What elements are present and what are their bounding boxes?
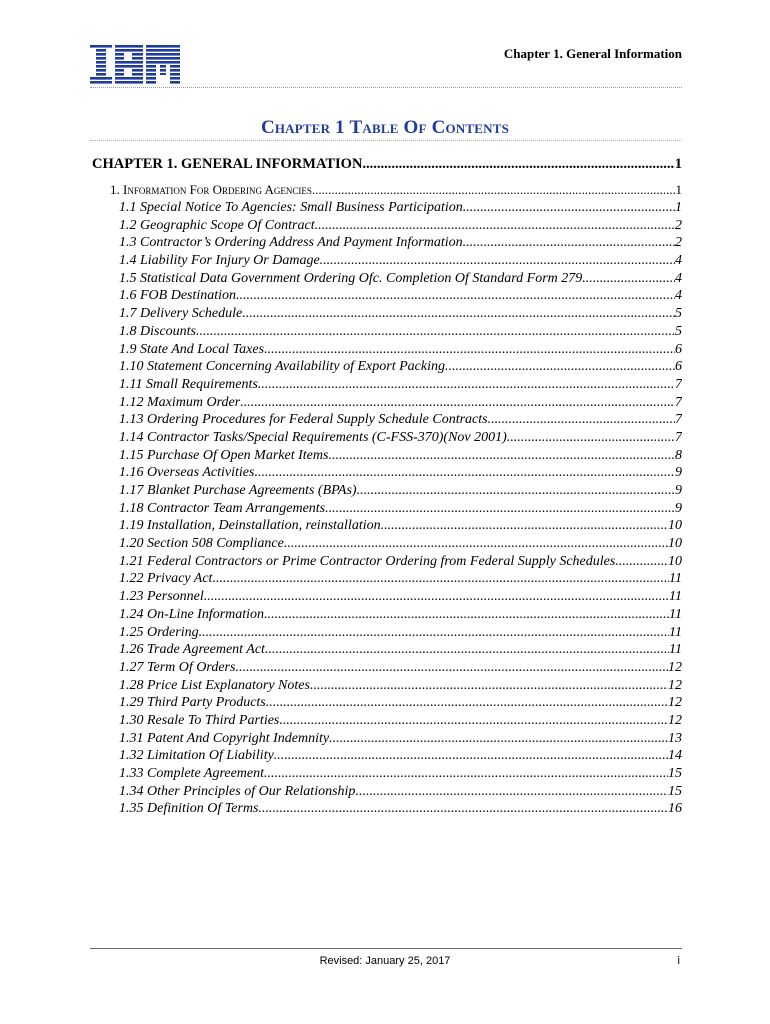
- toc-entry-page: 6: [675, 359, 682, 375]
- toc-entry-label: 1.26 Trade Agreement Act: [119, 642, 265, 658]
- dot-leader: [264, 765, 668, 783]
- toc-entry-page: 15: [668, 766, 682, 781]
- toc-entry-page: 6: [675, 341, 682, 357]
- toc-subsection-entry[interactable]: [92, 464, 682, 482]
- dot-leader: [355, 783, 668, 801]
- toc-subsection-entry[interactable]: [92, 482, 682, 500]
- toc-subsection-entry[interactable]: [92, 252, 682, 270]
- toc-entry-label: 1.20 Section 508 Compliance: [119, 536, 284, 552]
- toc-entry-label: 1.23 Personnel: [119, 589, 204, 605]
- dot-leader: [463, 234, 675, 252]
- toc-entry-page: 5: [675, 306, 682, 322]
- toc-subsection-entry[interactable]: [92, 429, 682, 447]
- toc-entry-label: 1.29 Third Party Products: [119, 695, 266, 711]
- toc-entry-label: 1.27 Term Of Orders: [119, 659, 236, 675]
- ibm-logo: [90, 45, 180, 85]
- toc-entry-page: 7: [675, 394, 682, 410]
- toc-section-entry[interactable]: [92, 180, 682, 199]
- title-divider: [90, 140, 682, 141]
- dot-leader: [240, 394, 675, 412]
- toc-entry-label: 1.8 Discounts: [119, 323, 196, 339]
- dot-leader: [242, 305, 675, 323]
- toc-entry-page: 11: [669, 589, 682, 605]
- toc-entry-label: 1. Information For Ordering Agencies: [110, 182, 312, 197]
- toc-entry-page: 7: [675, 376, 682, 392]
- toc-entry-label: 1.19 Installation, Deinstallation, reinstallation: [119, 518, 381, 534]
- toc-entry-label: 1.34 Other Principles of Our Relationship: [119, 783, 356, 799]
- dot-leader: [328, 447, 675, 465]
- dot-leader: [258, 376, 675, 394]
- toc-entry-label: CHAPTER 1. GENERAL INFORMATION: [92, 156, 363, 172]
- toc-subsection-entry[interactable]: [92, 394, 682, 412]
- toc-entry-label: 1.1 Special Notice To Agencies: Small Business Participation: [119, 200, 463, 215]
- toc-title: Chapter 1 Table Of Contents: [260, 117, 510, 138]
- toc-entry-page: 11: [669, 624, 682, 640]
- toc-entry-page: 11: [669, 571, 682, 587]
- toc-subsection-entry[interactable]: [92, 606, 682, 624]
- dot-leader: [362, 152, 674, 177]
- toc-subsection-entry[interactable]: [92, 341, 682, 359]
- dot-leader: [196, 323, 675, 341]
- dot-leader: [329, 730, 668, 748]
- dot-leader: [259, 800, 669, 818]
- dot-leader: [582, 270, 675, 288]
- dot-leader: [274, 747, 668, 765]
- toc-entry-page: 5: [675, 323, 682, 339]
- dot-leader: [212, 570, 669, 588]
- toc-entry-label: 1.9 State And Local Taxes: [119, 341, 265, 357]
- toc-entry-label: 1.33 Complete Agreement: [119, 766, 265, 781]
- toc-entry-label: 1.11 Small Requirements: [119, 376, 258, 392]
- toc-subsection-entry[interactable]: [92, 641, 682, 659]
- dot-leader: [615, 553, 668, 571]
- dot-leader: [463, 199, 675, 217]
- toc-entry-label: 1.16 Overseas Activities: [119, 465, 255, 481]
- toc-entry-page: 1: [674, 156, 682, 172]
- toc-entry-page: 4: [675, 270, 682, 286]
- toc-entry-page: 1: [675, 200, 682, 215]
- toc-entry-page: 7: [675, 429, 682, 445]
- toc-subsection-entry[interactable]: [92, 553, 682, 571]
- dot-leader: [235, 659, 668, 677]
- dot-leader: [265, 641, 669, 659]
- toc-subsection-entry[interactable]: [92, 659, 682, 677]
- toc-subsection-entry[interactable]: [92, 535, 682, 553]
- toc-subsection-entry[interactable]: [92, 783, 682, 801]
- toc-subsection-entry[interactable]: [92, 517, 682, 535]
- toc-subsection-entry[interactable]: [92, 730, 682, 748]
- toc-subsection-entry[interactable]: [92, 411, 682, 429]
- toc-entry-page: 4: [675, 288, 682, 304]
- running-header-chapter: Chapter 1. General Information: [503, 46, 682, 61]
- toc-entry-page: 7: [675, 412, 682, 428]
- toc-entry-page: 16: [668, 801, 682, 817]
- toc-entry-page: 13: [668, 730, 682, 746]
- toc-entry-label: 1.12 Maximum Order: [119, 394, 241, 410]
- toc-subsection-entry[interactable]: [92, 376, 682, 394]
- dot-leader: [199, 624, 669, 642]
- ibm-logo-graphic: [90, 45, 180, 85]
- toc-entry-page: 10: [668, 536, 682, 552]
- toc-subsection-list: [92, 199, 682, 818]
- footer-page-number: i: [677, 955, 680, 967]
- toc-subsection-entry[interactable]: [92, 323, 682, 341]
- toc-entry-label: 1.14 Contractor Tasks/Special Requirements (C-FSS-370)(Nov 2001): [119, 429, 507, 445]
- toc-entry-page: 10: [668, 553, 682, 569]
- toc-entry-label: 1.22 Privacy Act: [119, 571, 213, 587]
- toc-entry-label: 1.21 Federal Contractors or Prime Contractor Ordering from Federal Supply Schedules: [119, 553, 616, 569]
- toc-entry-label: 1.25 Ordering: [119, 624, 199, 640]
- toc-entry-label: 1.17 Blanket Purchase Agreements (BPAs): [119, 483, 357, 498]
- toc-entry-page: 2: [675, 217, 682, 233]
- toc-subsection-entry[interactable]: [92, 747, 682, 765]
- toc-subsection-entry[interactable]: [92, 624, 682, 642]
- toc-subsection-entry[interactable]: [92, 588, 682, 606]
- toc-entry-label: 1.2 Geographic Scope Of Contract: [119, 217, 315, 233]
- toc-entry-page: 12: [668, 677, 682, 693]
- toc-entry-label: 1.28 Price List Explanatory Notes: [119, 677, 310, 693]
- footer-revised: Revised: January 25, 2017: [319, 955, 451, 967]
- toc-subsection-entry[interactable]: [92, 217, 682, 235]
- toc-entry-label: 1.24 On-Line Information: [119, 606, 265, 622]
- toc-entry-label: 1.7 Delivery Schedule: [119, 306, 243, 322]
- dot-leader: [284, 535, 668, 553]
- toc-entry-label: 1.30 Resale To Third Parties: [119, 712, 280, 728]
- header-divider: [90, 87, 682, 88]
- toc-entry-page: 11: [669, 642, 682, 658]
- dot-leader: [264, 606, 669, 624]
- toc-entry-page: 8: [675, 447, 682, 463]
- dot-leader: [381, 517, 668, 535]
- dot-leader: [507, 429, 675, 447]
- toc-chapter-entry[interactable]: [92, 152, 682, 177]
- toc-entry-page: 10: [668, 518, 682, 534]
- toc-entry-page: 2: [675, 235, 682, 251]
- toc-entry-page: 4: [675, 253, 682, 269]
- dot-leader: [266, 694, 668, 712]
- toc-entry-page: 11: [669, 606, 682, 622]
- toc-subsection-entry[interactable]: [92, 570, 682, 588]
- toc-subsection-entry[interactable]: [92, 305, 682, 323]
- toc-entry-label: 1.18 Contractor Team Arrangements: [119, 500, 326, 516]
- toc-subsection-entry[interactable]: [92, 447, 682, 465]
- toc-entry-label: 1.10 Statement Concerning Availability of Export Packing: [119, 359, 445, 375]
- toc-entry-label: 1.5 Statistical Data Government Ordering Ofc. Completion Of Standard Form 279: [119, 270, 583, 286]
- dot-leader: [312, 180, 676, 199]
- dot-leader: [279, 712, 668, 730]
- dot-leader: [204, 588, 669, 606]
- toc-subsection-entry[interactable]: [92, 199, 682, 217]
- dot-leader: [315, 217, 675, 235]
- toc-subsection-entry[interactable]: [92, 500, 682, 518]
- toc-subsection-entry[interactable]: [92, 800, 682, 818]
- toc-entry-label: 1.13 Ordering Procedures for Federal Supply Schedule Contracts: [119, 412, 488, 428]
- toc-entry-page: 1: [675, 182, 682, 197]
- toc-entry-label: 1.32 Limitation Of Liability: [119, 748, 274, 764]
- toc-entry-page: 9: [675, 483, 682, 498]
- toc-subsection-entry[interactable]: [92, 287, 682, 305]
- dot-leader: [310, 677, 668, 695]
- toc-entry-page: 12: [668, 695, 682, 711]
- dot-leader: [254, 464, 675, 482]
- toc-subsection-entry[interactable]: [92, 270, 682, 288]
- dot-leader: [236, 287, 675, 305]
- toc-subsection-entry[interactable]: [92, 765, 682, 783]
- toc-entry-label: 1.15 Purchase Of Open Market Items: [119, 447, 329, 463]
- dot-leader: [445, 358, 675, 376]
- footer-divider: [90, 948, 682, 949]
- toc-entry-label: 1.31 Patent And Copyright Indemnity: [119, 730, 330, 746]
- table-of-contents: [92, 150, 682, 818]
- toc-subsection-entry[interactable]: [92, 234, 682, 252]
- toc-entry-page: 15: [668, 783, 682, 799]
- toc-subsection-entry[interactable]: [92, 712, 682, 730]
- dot-leader: [357, 482, 675, 500]
- toc-subsection-entry[interactable]: [92, 358, 682, 376]
- toc-entry-label: 1.35 Definition Of Terms: [119, 801, 259, 817]
- dot-leader: [264, 341, 675, 359]
- toc-entry-page: 12: [668, 659, 682, 675]
- toc-entry-page: 12: [668, 712, 682, 728]
- toc-entry-page: 9: [675, 500, 682, 516]
- dot-leader: [325, 500, 675, 518]
- toc-entry-page: 9: [675, 465, 682, 481]
- toc-entry-label: 1.4 Liability For Injury Or Damage: [119, 253, 320, 269]
- dot-leader: [320, 252, 675, 270]
- toc-entry-label: 1.3 Contractor’s Ordering Address And Payment Information: [119, 235, 463, 251]
- toc-entry-label: 1.6 FOB Destination: [119, 288, 237, 304]
- toc-subsection-entry[interactable]: [92, 677, 682, 695]
- dot-leader: [488, 411, 675, 429]
- toc-entry-page: 14: [668, 748, 682, 764]
- toc-subsection-entry[interactable]: [92, 694, 682, 712]
